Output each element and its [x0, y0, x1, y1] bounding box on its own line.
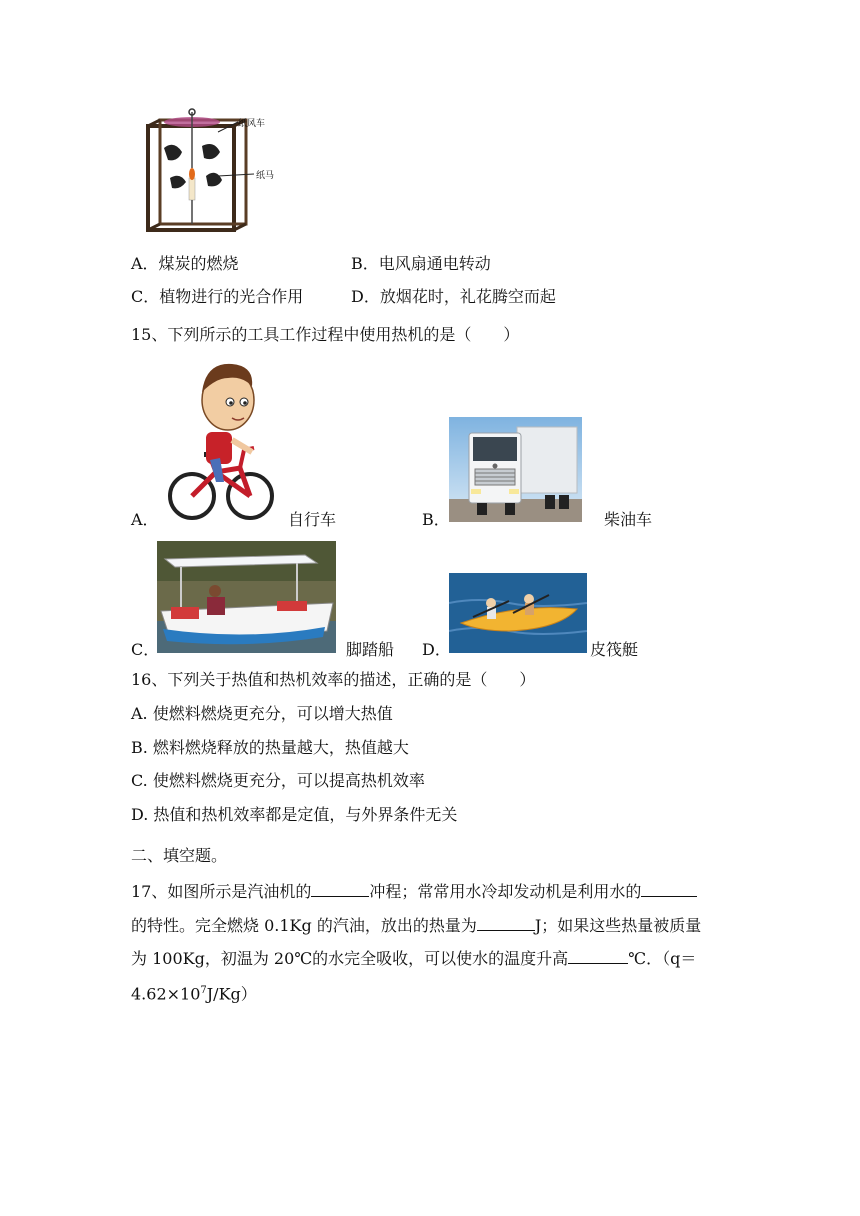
q14-option-d[interactable]: D．放烟花时，礼花腾空而起 [351, 287, 556, 306]
figure-label-windmill: 纸风车 [238, 119, 266, 129]
q15-option-a-letter[interactable]: A． [131, 510, 159, 529]
q17-text-1b: 冲程；常常用水冷却发动机是利用水的 [369, 882, 642, 901]
q17-blank-stroke[interactable] [311, 880, 369, 897]
q17-line-3 [131, 947, 696, 969]
bicycle-image [166, 360, 278, 522]
q14-option-a[interactable]: A．煤炭的燃烧 [131, 254, 239, 273]
q17-text-3a: 为 100Kg，初温为 20℃的水完全吸收，可以使水的温度升高 [131, 949, 569, 968]
q17-text-3b: ℃．（q＝ [628, 949, 697, 968]
q15-option-a-label: 自行车 [288, 510, 337, 529]
q17-text-4b: J/Kg） [206, 984, 257, 1004]
q17-blank-temperature[interactable] [568, 947, 628, 964]
q16-stem: 16、下列关于热值和热机效率的描述，正确的是（ ） [131, 670, 536, 689]
pedal-boat-image [157, 541, 336, 653]
q15-option-b-letter[interactable]: B． [422, 510, 450, 529]
q15-option-c-label: 脚踏船 [346, 640, 395, 659]
kayak-image [449, 573, 587, 653]
q17-line-2 [131, 914, 701, 936]
q17-blank-property[interactable] [641, 880, 697, 897]
q16-option-a[interactable]: A. 使燃料燃烧更充分，可以增大热值 [131, 704, 393, 723]
q17-text-1a: 17、如图所示是汽油机的 [131, 882, 312, 901]
q15-option-d-label: 皮筏艇 [590, 640, 639, 659]
q15-option-b-label: 柴油车 [604, 510, 653, 529]
q16-option-b[interactable]: B. 燃料燃烧释放的热量越大，热值越大 [131, 738, 409, 757]
q17-line-4 [131, 981, 257, 1004]
q14-option-c[interactable]: C．植物进行的光合作用 [131, 287, 304, 306]
q15-option-d-letter[interactable]: D． [422, 640, 451, 659]
q17-blank-heat[interactable] [477, 914, 535, 931]
q16-option-c[interactable]: C. 使燃料燃烧更充分，可以提高热机效率 [131, 771, 425, 790]
figure-label-horse: 纸马 [256, 171, 275, 181]
q17-text-2a: 的特性。完全燃烧 0.1Kg 的汽油，放出的热量为 [131, 916, 477, 935]
diesel-truck-image [449, 417, 582, 522]
q15-option-c-letter[interactable]: C． [131, 640, 160, 659]
q17-text-4a: 4.62×10 [131, 984, 201, 1004]
q14-option-b[interactable]: B．电风扇通电转动 [351, 254, 491, 273]
q17-text-2b: J；如果这些热量被质量 [534, 916, 702, 935]
q15-stem: 15、下列所示的工具工作过程中使用热机的是（ ） [131, 325, 520, 344]
q17-line-1 [131, 880, 697, 902]
q17-exponent: 7 [200, 985, 207, 996]
q16-option-d[interactable]: D. 热值和热机效率都是定值，与外界条件无关 [131, 805, 458, 824]
section-heading: 二、填空题。 [131, 846, 228, 865]
